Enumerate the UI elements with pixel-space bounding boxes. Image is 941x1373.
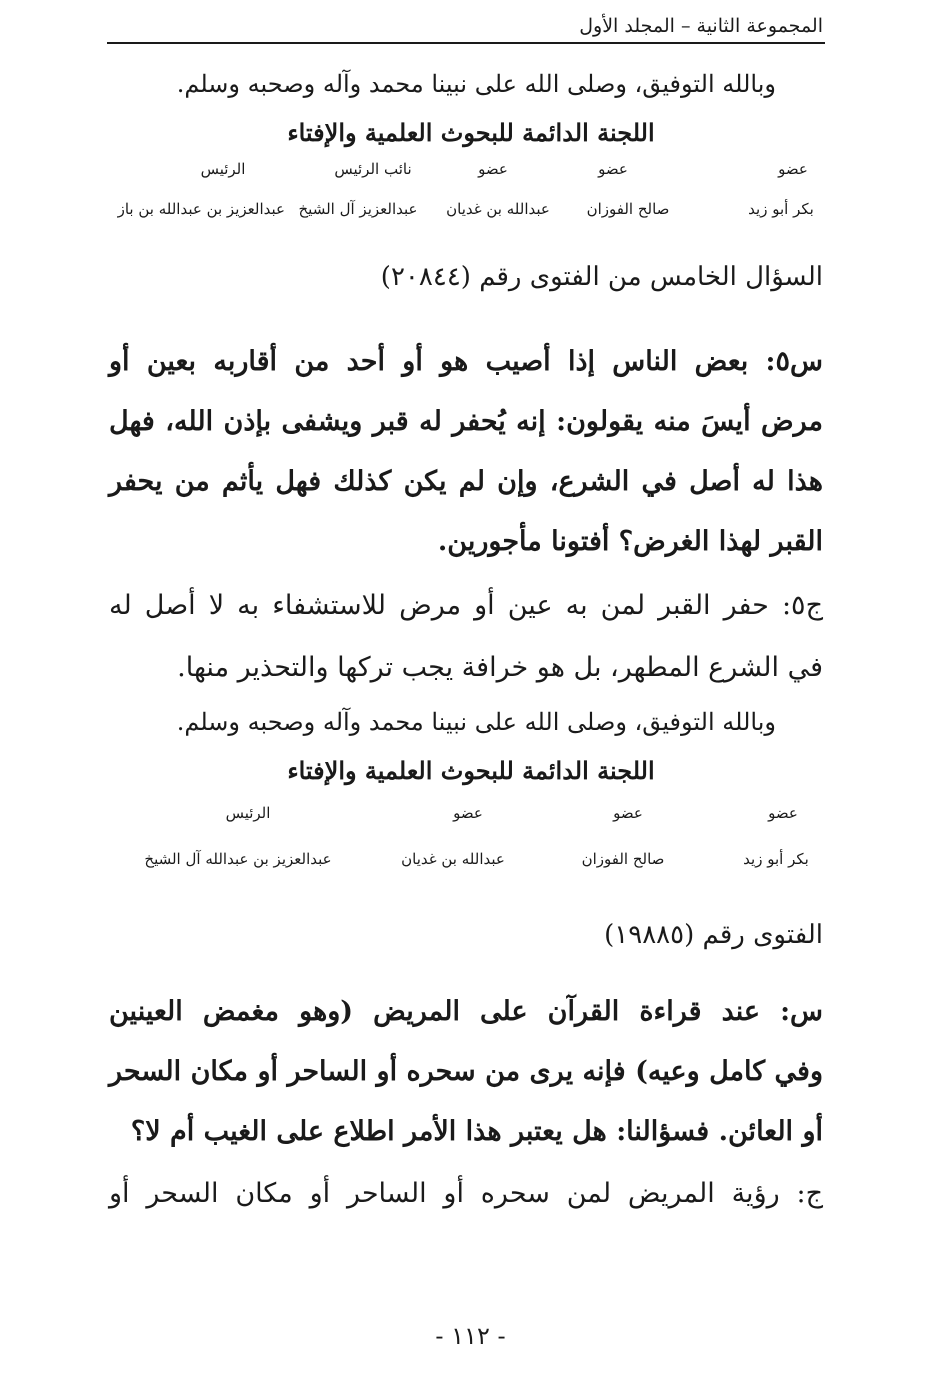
question-line: أو العائن. فسؤالنا: هل يعتبر هذا الأمر اطلاع على الغيب أم لا؟ (130, 1116, 823, 1147)
answer-line: في الشرع المطهر، بل هو خرافة يجب تركها والتحذير منها. (177, 652, 823, 683)
signature-name: بكر أبو زيد (743, 850, 809, 868)
signature-roles-row (123, 160, 823, 186)
signature-name: عبدالعزيز بن عبدالله آل الشيخ (144, 850, 332, 868)
signature-role: عضو (778, 160, 808, 178)
fatwa-heading: السؤال الخامس من الفتوى رقم (٢٠٨٤٤) (380, 262, 823, 292)
committee-name: اللجنة الدائمة للبحوث العلمية والإفتاء (287, 118, 655, 147)
signature-name: صالح الفوزان (586, 200, 670, 218)
signature-role: الرئيس (225, 804, 271, 822)
signature-role: الرئيس (200, 160, 246, 178)
signature-role: عضو (613, 804, 643, 822)
closing-formula: وبالله التوفيق، وصلى الله على نبينا محمد وآله وصحبه وسلم. (176, 708, 776, 736)
signature-role: نائب الرئيس (334, 160, 412, 178)
closing-formula: وبالله التوفيق، وصلى الله على نبينا محمد وآله وصحبه وسلم. (176, 70, 776, 98)
signature-roles-row (123, 804, 823, 830)
signature-names-row (123, 850, 823, 876)
signature-role: عضو (598, 160, 628, 178)
signature-name: عبدالله بن غديان (446, 200, 550, 218)
question-line: مرض أيسَ منه يقولون: إنه يُحفر له قبر ويشفى بإذن الله، فهل (109, 406, 823, 437)
signature-role: عضو (768, 804, 798, 822)
answer-line: ج٥: حفر القبر لمن به عين أو مرض للاستشفاء به لا أصل له (109, 590, 823, 621)
running-header: المجموعة الثانية – المجلد الأول (579, 15, 823, 37)
question-line: س: عند قراءة القرآن على المريض (وهو مغمض العينين (109, 996, 823, 1027)
question-line: هذا له أصل في الشرع، وإن لم يكن كذلك فهل يأثم من يحفر (109, 466, 823, 497)
signature-role: عضو (478, 160, 508, 178)
committee-name: اللجنة الدائمة للبحوث العلمية والإفتاء (287, 756, 655, 785)
signature-name: عبدالعزيز آل الشيخ (298, 200, 418, 218)
signature-names-row (117, 200, 823, 226)
signature-name: عبدالله بن غديان (401, 850, 505, 868)
page-number: - ١١٢ - (435, 1322, 506, 1350)
fatwa-heading: الفتوى رقم (١٩٨٨٥) (604, 920, 823, 950)
answer-line: ج: رؤية المريض لمن سحره أو الساحر أو مكان السحر أو (109, 1178, 823, 1209)
signature-role: عضو (453, 804, 483, 822)
question-line: س٥: بعض الناس إذا أصيب هو أو أحد من أقاربه بعين أو (109, 346, 823, 377)
question-line: القبر لهذا الغرض؟ أفتونا مأجورين. (437, 526, 823, 557)
signature-name: بكر أبو زيد (748, 200, 814, 218)
question-line: وفي كامل وعيه) فإنه يرى من سحره أو الساحر أو مكان السحر (109, 1056, 823, 1087)
signature-name: صالح الفوزان (581, 850, 665, 868)
header-rule (107, 42, 825, 44)
signature-name: عبدالعزيز بن عبدالله بن باز (117, 200, 285, 218)
